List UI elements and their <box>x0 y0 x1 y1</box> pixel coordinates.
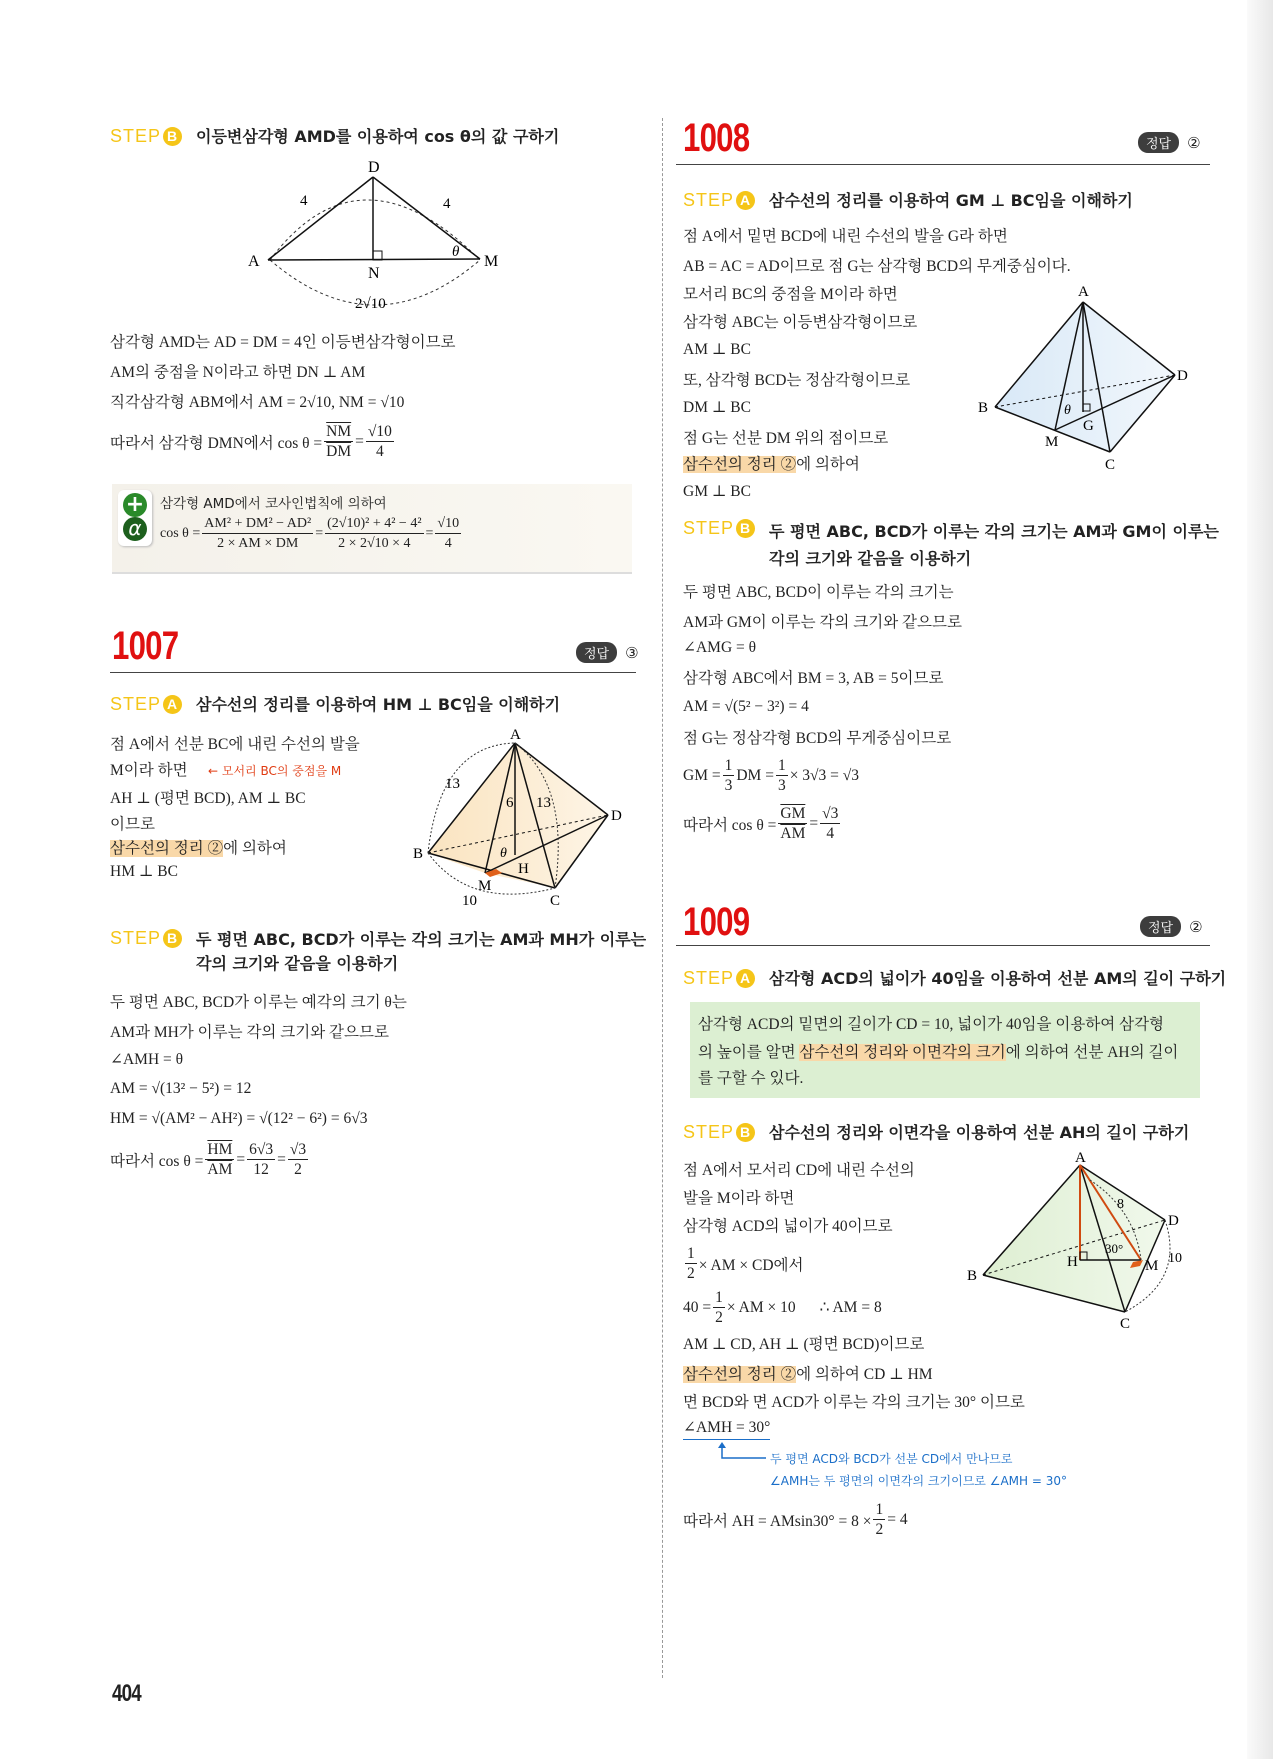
cos-result-line: 따라서 cos θ = $\frac{\overline{HM}}{AM}$ = $\frac{6√3}{12}$ = $\frac{√3}{2}$ <box>110 1141 307 1178</box>
text-line: AM ⊥ CD, AH ⊥ (평면 BCD)이므로 <box>683 1336 925 1353</box>
text-line: HM ⊥ BC <box>110 863 178 880</box>
tetrahedron-figure-1007 <box>410 725 630 910</box>
text-line: AM과 MH가 이루는 각의 크기와 같으므로 <box>110 1024 389 1041</box>
svg-text:D: D <box>1168 1213 1179 1229</box>
svg-text:C: C <box>1105 457 1116 472</box>
text-line: AM과 GM이 이루는 각의 크기와 같으므로 <box>683 614 962 631</box>
step-b-header-1007: STEP B 두 평면 ABC, BCD가 이루는 각의 크기는 AM과 MH가 이루는 각의 크기와 같음을 이용하기 <box>110 928 647 973</box>
midpoint-note: ← 모서리 BC의 중점을 M <box>208 764 342 778</box>
text-line: 삼수선의 정리 ②에 의하여 CD ⊥ HM <box>683 1366 933 1383</box>
gm-calc-line: GM = $\frac{1}{3}$ DM = $\frac{1}{3}$ × 3√3 = √3 <box>683 757 860 794</box>
problem-number-1009: 1009 <box>683 900 750 944</box>
text-line: 직각삼각형 ABM에서 AM = 2√10, NM = √10 <box>110 394 405 411</box>
step-a-header-1008: STEP A 삼수선의 정리를 이용하여 GM ⊥ BC임을 이해하기 <box>683 190 1133 210</box>
text-line: 두 평면 ABC, BCD이 이루는 각의 크기는 <box>683 584 954 601</box>
column-divider <box>662 118 663 1678</box>
arrow-icon <box>718 1442 768 1466</box>
section-rule <box>110 672 636 673</box>
svg-text:M: M <box>478 878 492 894</box>
cos-result-line: 따라서 삼각형 DMN에서 cos θ = $\frac{\overline{NM}}{DM}$ = $\frac{√10}{4}$ <box>110 423 392 460</box>
text-line: ∠AMH = θ <box>110 1051 184 1068</box>
svg-text:B: B <box>967 1268 978 1284</box>
svg-text:10: 10 <box>1168 1251 1182 1266</box>
problem-number-1008: 1008 <box>683 116 750 160</box>
svg-text:C: C <box>550 893 561 909</box>
am-calc-line: 40 = $\frac{1}{2}$ × AM × 10 ∴ AM = 8 <box>683 1289 882 1326</box>
text-line: 모서리 BC의 중점을 M이라 하면 <box>683 286 898 303</box>
text-line: AM = √(13² − 5²) = 12 <box>110 1080 252 1097</box>
svg-text:θ: θ <box>452 244 460 260</box>
text-line: 삼각형 ACD의 넓이가 40이므로 <box>683 1218 893 1235</box>
svg-text:H: H <box>518 861 529 877</box>
dihedral-note: ∠AMH는 두 평면의 이면각의 크기이므로 ∠AMH = 30° <box>770 1474 1068 1488</box>
page-number: 404 <box>112 1680 141 1707</box>
text-line: 면 BCD와 면 ACD가 이루는 각의 크기는 30° 이므로 <box>683 1394 1025 1411</box>
step-b-header-1008: STEP B 두 평면 ABC, BCD가 이루는 각의 크기는 AM과 GM이 이루는 각의 크기와 같음을 이용하기 <box>683 518 1219 568</box>
step-b-header-1009: STEP B 삼수선의 정리와 이면각을 이용하여 선분 AH의 길이 구하기 <box>683 1122 1190 1142</box>
step-title: 이등변삼각형 AMD를 이용하여 cos θ의 값 구하기 <box>196 127 560 146</box>
step-a-header-1009: STEP A 삼각형 ACD의 넓이가 40임을 이용하여 선분 AM의 길이 구하기 <box>683 968 1227 988</box>
svg-text:D: D <box>368 160 380 176</box>
svg-text:2√10: 2√10 <box>355 296 386 312</box>
problem-number-1007: 1007 <box>112 624 179 668</box>
svg-text:M: M <box>1145 1258 1159 1274</box>
area-formula-line: $\frac{1}{2}$ × AM × CD에서 <box>687 1245 804 1282</box>
cosine-law-tip-box <box>112 484 632 574</box>
svg-text:A: A <box>1075 1150 1086 1166</box>
text-line: 점 A에서 선분 BC에 내린 수선의 발을 <box>110 736 360 753</box>
text-line: AM ⊥ BC <box>683 341 751 358</box>
svg-text:H: H <box>1067 1254 1078 1270</box>
svg-text:θ: θ <box>500 846 507 861</box>
cosine-law-formula: cos θ = $\frac{\text{AM² + DM² − AD²}}{2 \times AM \times DM}$ = $\frac{\text{(2√10)² + 4² − 4²}}{2 \times 2√10 \times 4}$ = $\frac{√10}{4}$ <box>160 516 460 551</box>
tip-heading: 삼각형 AMD에서 코사인법칙에 의하여 <box>160 496 387 512</box>
svg-text:13: 13 <box>445 776 460 792</box>
isosceles-triangle-figure <box>240 160 510 320</box>
svg-text:A: A <box>510 727 521 743</box>
text-line: AM의 중점을 N이라고 하면 DN ⊥ AM <box>110 364 366 381</box>
ah-result-line: 따라서 AH = AMsin30° = 8 × $\frac{1}{2}$ = 4 <box>683 1501 908 1538</box>
svg-text:30°: 30° <box>1105 1241 1124 1256</box>
text-line: 삼수선의 정리 ②에 의하여 <box>110 840 287 857</box>
answer-badge-1008: 정답 ② <box>1138 132 1201 153</box>
svg-text:A: A <box>248 253 260 270</box>
svg-text:D: D <box>611 808 622 824</box>
hint-box: 삼각형 ACD의 밑면의 길이가 CD = 10, 넓이가 40임을 이용하여 삼각형 의 높이를 알면 삼수선의 정리와 이면각의 크기에 의하여 선분 AH의 길이 를 구할 수 있다. <box>690 1002 1200 1098</box>
svg-text:D: D <box>1177 368 1188 384</box>
text-line: 점 G는 선분 DM 위의 점이므로 <box>683 430 889 447</box>
text-line: 발을 M이라 하면 <box>683 1190 795 1207</box>
svg-text:4: 4 <box>300 193 308 209</box>
svg-text:A: A <box>1078 284 1089 300</box>
text-line: 삼각형 ABC에서 BM = 3, AB = 5이므로 <box>683 670 944 687</box>
step-a-header-1007: STEP A 삼수선의 정리를 이용하여 HM ⊥ BC임을 이해하기 <box>110 694 561 714</box>
step-b-header-prev <box>110 126 559 148</box>
cos-result-line: 따라서 cos θ = $\frac{\overline{GM}}{AM}$ = $\frac{√3}{4}$ <box>683 805 839 842</box>
tetrahedron-figure-1009 <box>955 1150 1195 1330</box>
page-edge <box>1247 0 1273 1759</box>
svg-text:10: 10 <box>462 893 477 909</box>
svg-text:M: M <box>484 253 499 270</box>
text-line: HM = √(AM² − AH²) = √(12² − 6²) = 6√3 <box>110 1110 368 1127</box>
step-tag: STEP B <box>110 126 182 147</box>
angle-amh-line: ∠AMH = 30° <box>683 1418 770 1440</box>
answer-badge-1009: 정답 ② <box>1140 916 1203 937</box>
svg-text:θ: θ <box>1064 403 1071 418</box>
text-line: 점 G는 정삼각형 BCD의 무게중심이므로 <box>683 730 952 747</box>
svg-text:B: B <box>413 846 424 862</box>
svg-text:8: 8 <box>1117 1197 1124 1212</box>
svg-text:13: 13 <box>536 795 551 811</box>
section-rule <box>676 945 1210 946</box>
text-line: 삼각형 ABC는 이등변삼각형이므로 <box>683 314 918 331</box>
svg-text:N: N <box>368 265 380 282</box>
text-line: 점 A에서 모서리 CD에 내린 수선의 <box>683 1162 915 1179</box>
svg-text:B: B <box>978 400 989 416</box>
text-line: AH ⊥ (평면 BCD), AM ⊥ BC <box>110 790 306 807</box>
text-line: AB = AC = AD이므로 점 G는 삼각형 BCD의 무게중심이다. <box>683 258 1071 275</box>
tetrahedron-figure-1008 <box>975 282 1190 472</box>
svg-text:C: C <box>1120 1316 1131 1330</box>
text-line: AM = √(5² − 3²) = 4 <box>683 698 809 715</box>
text-line: DM ⊥ BC <box>683 399 751 416</box>
text-line: 이므로 <box>110 816 155 833</box>
answer-badge-1007: 정답 ③ <box>576 642 639 663</box>
svg-text:6: 6 <box>506 795 514 811</box>
svg-text:G: G <box>1083 418 1094 434</box>
text-line: M이라 하면 <box>110 762 188 779</box>
text-line: 점 A에서 밑면 BCD에 내린 수선의 발을 G라 하면 <box>683 228 1008 245</box>
text-line: ∠AMG = θ <box>683 639 757 656</box>
dihedral-note: 두 평면 ACD와 BCD가 선분 CD에서 만나므로 <box>770 1452 1013 1466</box>
plus-alpha-icon: + α <box>118 490 152 546</box>
text-line: 삼각형 AMD는 AD = DM = 4인 이등변삼각형이므로 <box>110 334 456 351</box>
text-line: 삼수선의 정리 ②에 의하여 <box>683 456 860 473</box>
text-line: 또, 삼각형 BCD는 정삼각형이므로 <box>683 372 911 389</box>
text-line: 두 평면 ABC, BCD가 이루는 예각의 크기 θ는 <box>110 994 407 1011</box>
svg-text:4: 4 <box>443 196 451 212</box>
svg-text:M: M <box>1045 434 1059 450</box>
text-line: GM ⊥ BC <box>683 483 751 500</box>
section-rule <box>676 164 1210 165</box>
